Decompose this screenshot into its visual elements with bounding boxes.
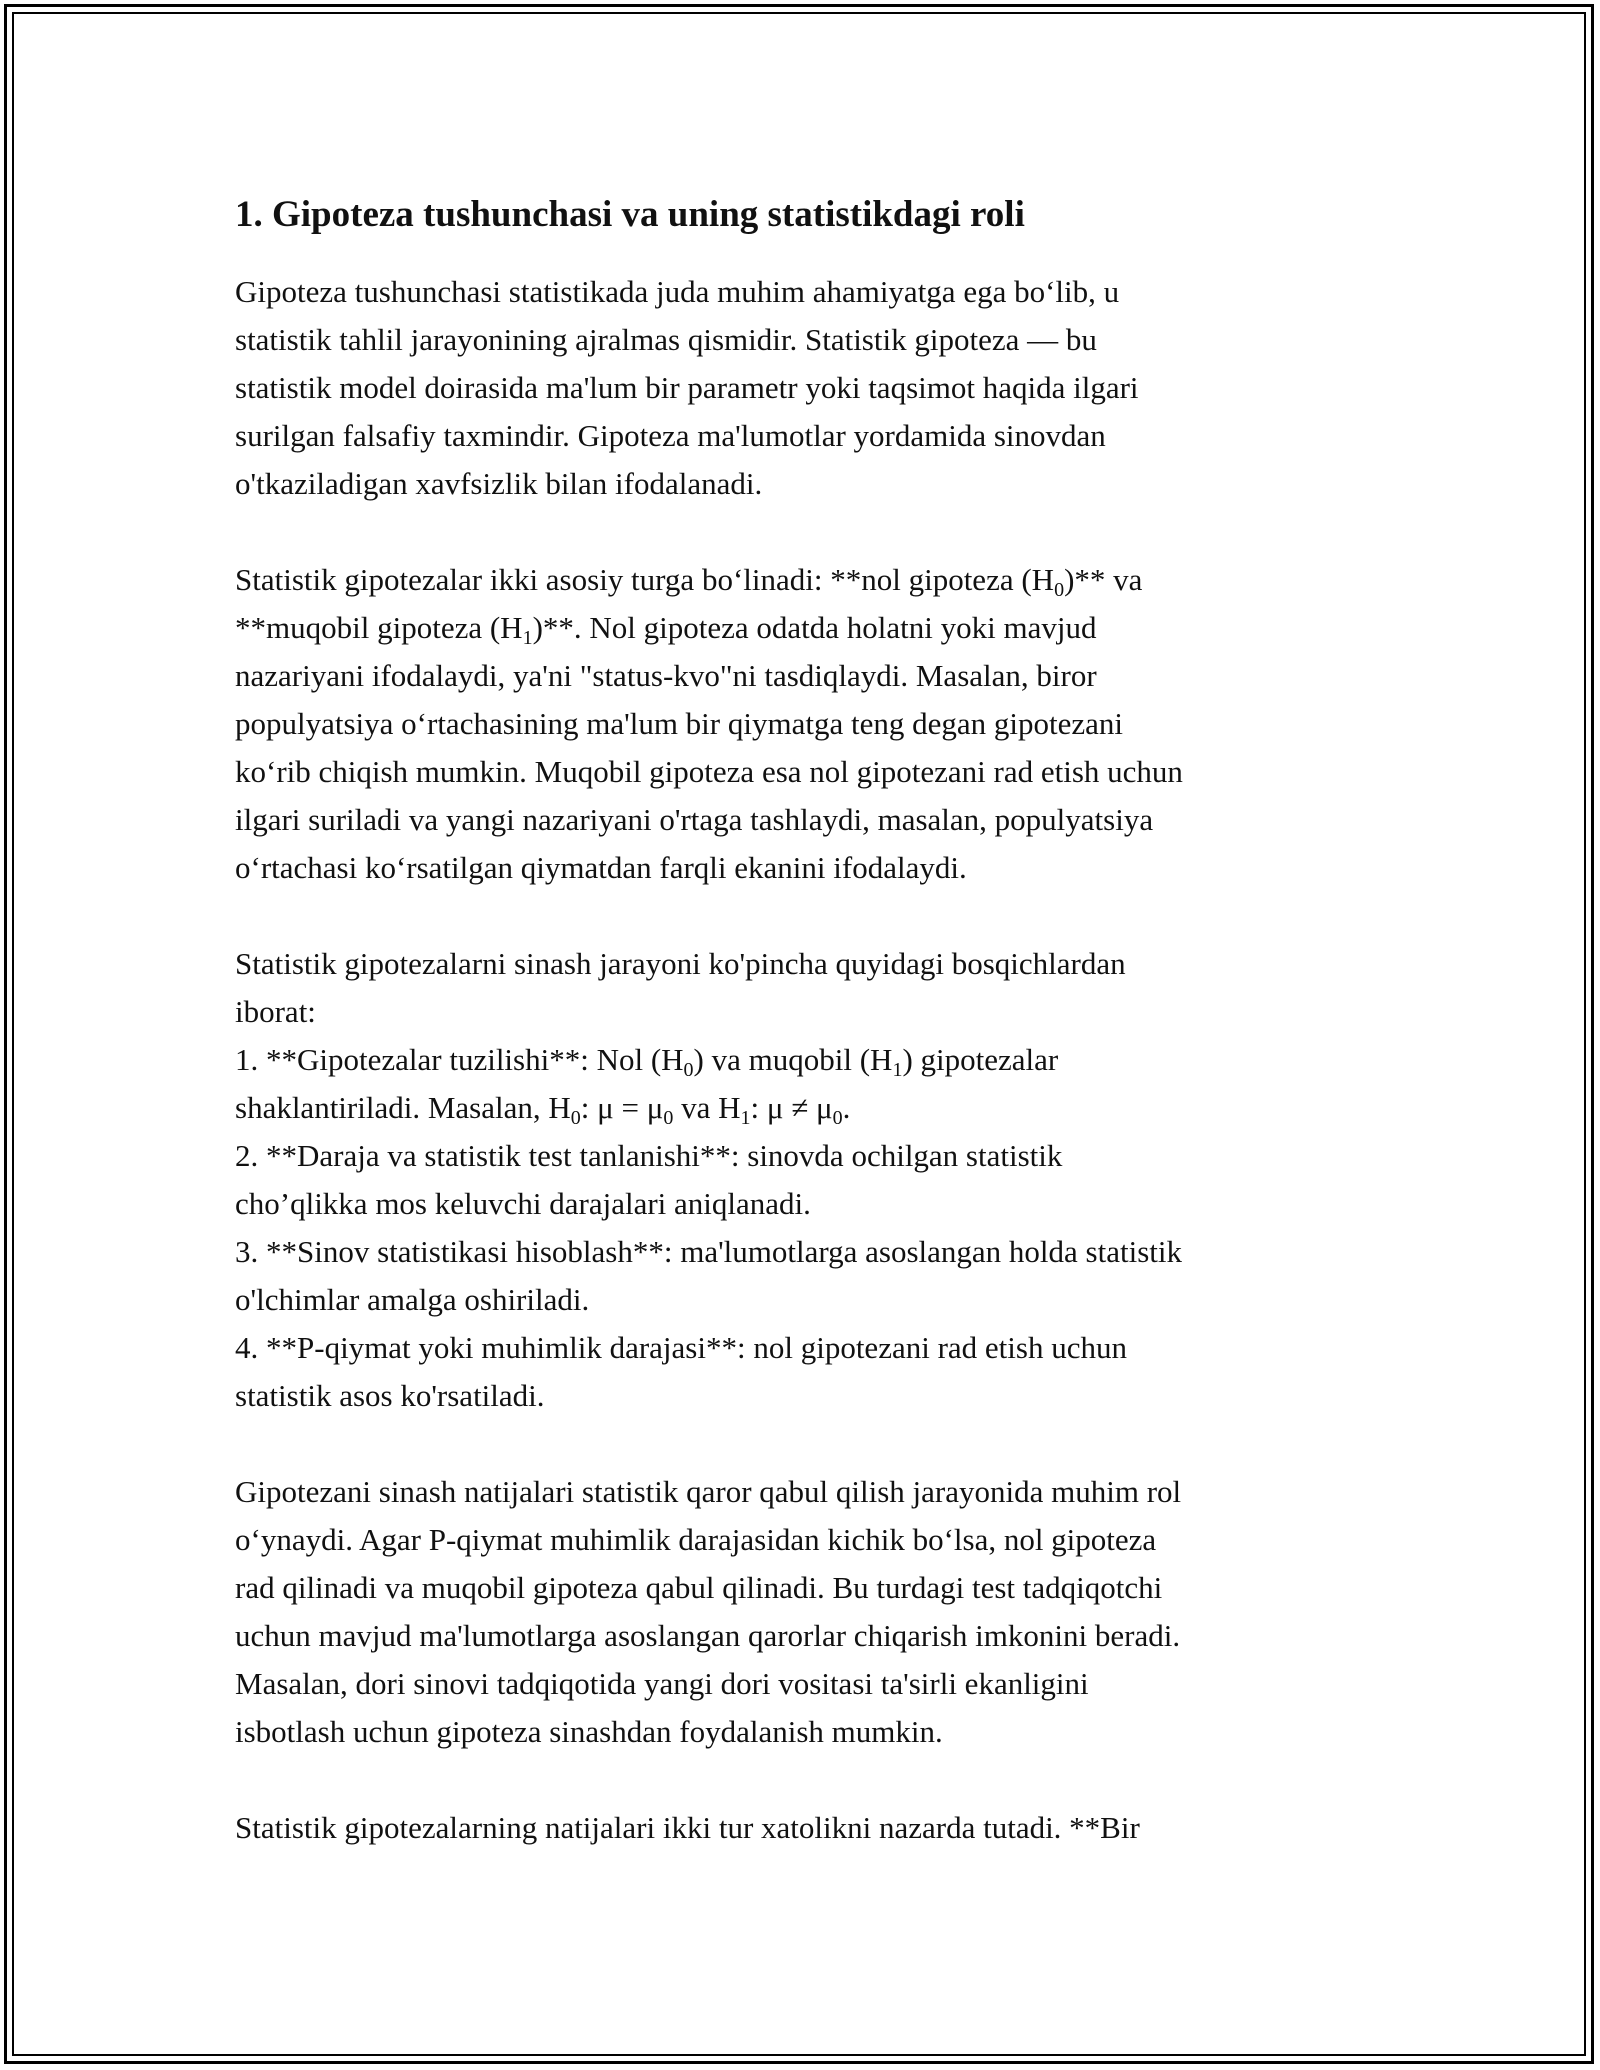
text-segment: shaklantiriladi. Masalan, H	[235, 1090, 571, 1125]
text-line	[235, 1036, 1365, 1084]
text-segment: ) gipotezalar	[902, 1042, 1059, 1077]
text-segment: Statistik gipotezalar ikki asosiy turga bo‘linadi: **nol gipoteza (H	[235, 562, 1055, 597]
subscript: 0	[1054, 579, 1065, 601]
text-line	[235, 844, 1365, 892]
text-segment: iborat:	[235, 994, 316, 1029]
text-line	[235, 1660, 1365, 1708]
text-line	[235, 652, 1365, 700]
text-segment: o'lchimlar amalga oshiriladi.	[235, 1282, 590, 1317]
text-segment: ko‘rib chiqish mumkin. Muqobil gipoteza esa nol gipotezani rad etish uchun	[235, 754, 1183, 789]
text-line	[235, 700, 1365, 748]
text-segment: **muqobil gipoteza (H	[235, 610, 523, 645]
text-line	[235, 268, 1365, 316]
text-line	[235, 1180, 1365, 1228]
subscript: 0	[663, 1107, 674, 1129]
document-page	[235, 188, 1365, 1900]
text-line	[235, 556, 1365, 604]
text-line	[235, 460, 1365, 508]
text-segment: 2. **Daraja va statistik test tanlanishi**: sinovda ochilgan statistik	[235, 1138, 1063, 1173]
document-body	[235, 268, 1365, 1852]
text-line	[235, 1372, 1365, 1420]
text-line	[235, 940, 1365, 988]
text-line	[235, 1804, 1365, 1852]
text-line	[235, 1324, 1365, 1372]
text-segment: )**. Nol gipoteza odatda holatni yoki mavjud	[532, 610, 1097, 645]
text-line	[235, 988, 1365, 1036]
text-segment: cho’qlikka mos keluvchi darajalari aniqlanadi.	[235, 1186, 811, 1221]
subscript: 0	[683, 1059, 694, 1081]
text-line	[235, 748, 1365, 796]
text-line	[235, 1132, 1365, 1180]
paragraph-4	[235, 1468, 1365, 1756]
text-line	[235, 316, 1365, 364]
text-segment: statistik asos ko'rsatiladi.	[235, 1378, 545, 1413]
text-line	[235, 364, 1365, 412]
text-segment: .	[842, 1090, 851, 1125]
text-line	[235, 1468, 1365, 1516]
text-segment: 3. **Sinov statistikasi hisoblash**: ma'lumotlarga asoslangan holda statistik	[235, 1234, 1182, 1269]
text-segment: Gipotezani sinash natijalari statistik qaror qabul qilish jarayonida muhim rol	[235, 1474, 1182, 1509]
text-line	[235, 1084, 1365, 1132]
text-segment: uchun mavjud ma'lumotlarga asoslangan qarorlar chiqarish imkonini beradi.	[235, 1618, 1181, 1653]
text-segment: statistik tahlil jarayonining ajralmas qismidir. Statistik gipoteza — bu	[235, 322, 1097, 357]
paragraph-5	[235, 1804, 1365, 1852]
subscript: 1	[740, 1107, 751, 1129]
text-segment: Statistik gipotezalarning natijalari ikki tur xatolikni nazarda tutadi. **Bir	[235, 1810, 1140, 1845]
paragraph-2	[235, 556, 1365, 892]
text-segment: va H	[673, 1090, 741, 1125]
text-line	[235, 796, 1365, 844]
text-line	[235, 1276, 1365, 1324]
text-line	[235, 1564, 1365, 1612]
text-segment: nazariyani ifodalaydi, ya'ni "status-kvo"ni tasdiqlaydi. Masalan, biror	[235, 658, 1097, 693]
text-segment: Masalan, dori sinovi tadqiqotida yangi dori vositasi ta'sirli ekanligini	[235, 1666, 1089, 1701]
text-segment: ) va muqobil (H	[693, 1042, 893, 1077]
text-line	[235, 1612, 1365, 1660]
paragraph-3	[235, 940, 1365, 1420]
text-segment: surilgan falsafiy taxmindir. Gipoteza ma'lumotlar yordamida sinovdan	[235, 418, 1106, 453]
text-segment: : μ = μ	[580, 1090, 664, 1125]
subscript: 1	[522, 627, 533, 649]
section-heading: 1. Gipoteza tushunchasi va uning statistikdagi roli	[235, 194, 1025, 235]
text-segment: isbotlash uchun gipoteza sinashdan foydalanish mumkin.	[235, 1714, 943, 1749]
text-line	[235, 1516, 1365, 1564]
text-line	[235, 412, 1365, 460]
subscript: 1	[892, 1059, 903, 1081]
text-line	[235, 1708, 1365, 1756]
text-segment: o‘rtachasi ko‘rsatilgan qiymatdan farqli ekanini ifodalaydi.	[235, 850, 967, 885]
subscript: 0	[832, 1107, 843, 1129]
text-segment: ilgari suriladi va yangi nazariyani o'rtaga tashlaydi, masalan, populyatsiya	[235, 802, 1154, 837]
text-segment: rad qilinadi va muqobil gipoteza qabul qilinadi. Bu turdagi test tadqiqotchi	[235, 1570, 1163, 1605]
text-segment: Statistik gipotezalarni sinash jarayoni ko'pincha quyidagi bosqichlardan	[235, 946, 1126, 981]
text-line	[235, 604, 1365, 652]
text-line	[235, 1228, 1365, 1276]
text-segment: : μ ≠ μ	[750, 1090, 833, 1125]
text-segment: o'tkaziladigan xavfsizlik bilan ifodalanadi.	[235, 466, 763, 501]
text-segment: populyatsiya o‘rtachasining ma'lum bir qiymatga teng degan gipotezani	[235, 706, 1123, 741]
text-segment: statistik model doirasida ma'lum bir parametr yoki taqsimot haqida ilgari	[235, 370, 1139, 405]
text-segment: Gipoteza tushunchasi statistikada juda muhim ahamiyatga ega bo‘lib, u	[235, 274, 1120, 309]
text-segment: o‘ynaydi. Agar P-qiymat muhimlik darajasidan kichik bo‘lsa, nol gipoteza	[235, 1522, 1157, 1557]
text-segment: )** va	[1064, 562, 1143, 597]
text-segment: 4. **P-qiymat yoki muhimlik darajasi**: nol gipotezani rad etish uchun	[235, 1330, 1127, 1365]
text-segment: 1. **Gipotezalar tuzilishi**: Nol (H	[235, 1042, 684, 1077]
subscript: 0	[570, 1107, 581, 1129]
paragraph-1	[235, 268, 1365, 508]
